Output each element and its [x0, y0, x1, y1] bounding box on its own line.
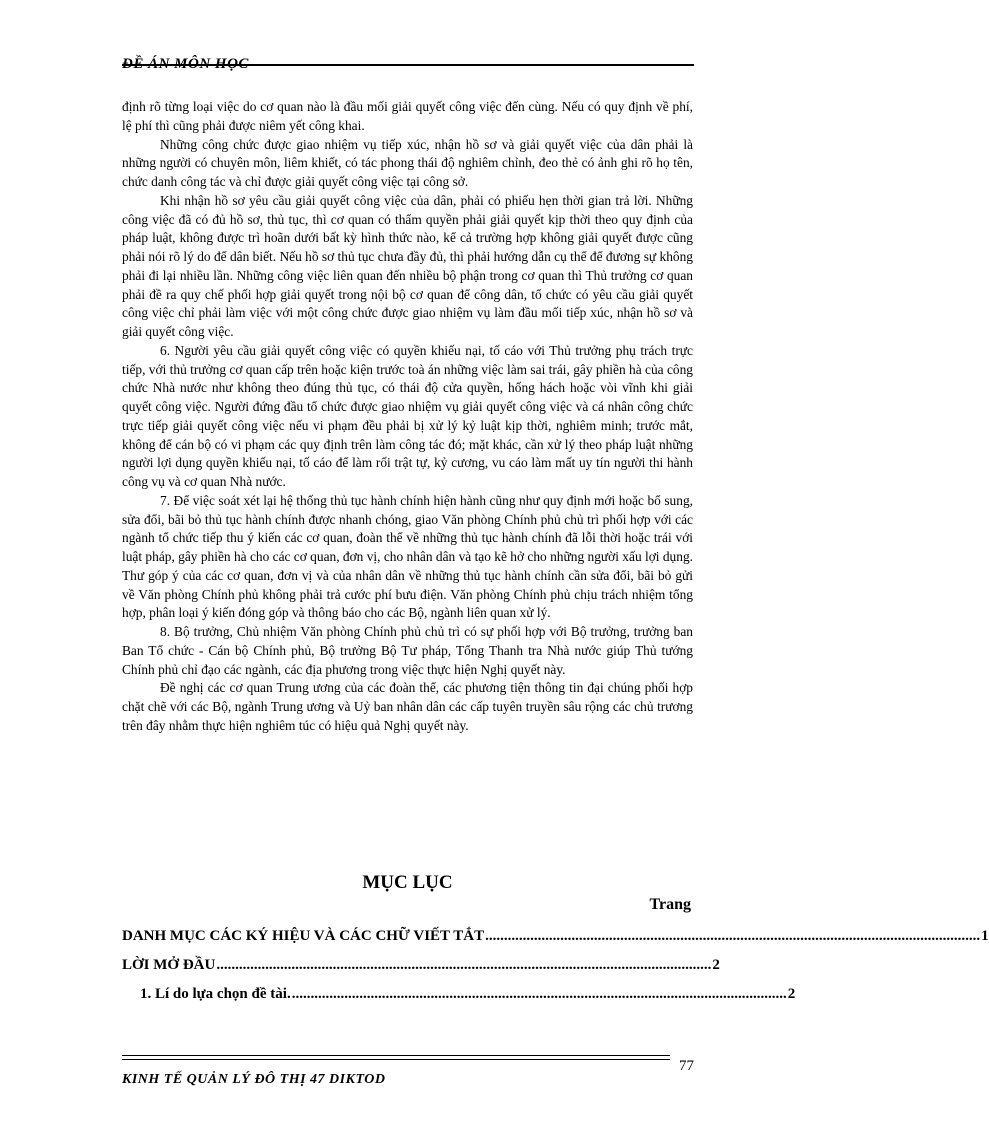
toc-entry-page: 2: [787, 986, 796, 1002]
toc-entry[interactable]: [140, 986, 796, 1008]
toc-leader-dots: ....................................................................................................................................: [216, 957, 712, 973]
toc-leader-dots: ....................................................................................................................................: [291, 986, 787, 1002]
toc-entry-page: 1: [981, 928, 989, 944]
paragraph: 8. Bộ trưởng, Chủ nhiệm Văn phòng Chính phủ chủ trì có sự phối hợp với Bộ trưởng, trưởng ban Ban Tổ chức - Cán bộ Chính phủ, Bộ trưởng Bộ Tư pháp, Tổng Thanh tra Nhà nước giúp Thủ tướng Chính phủ chỉ đạo các ngành, các địa phương trong việc thực hiện Nghị quyết này.: [122, 624, 693, 677]
toc-entry[interactable]: [122, 928, 989, 950]
paragraph: Những công chức được giao nhiệm vụ tiếp xúc, nhận hồ sơ và giải quyết việc của dân phải là những người có chuyên môn, liêm khiết, có tác phong thái độ nghiêm chỉnh, đeo thẻ có ảnh ghi rõ họ tên, chức danh công tác và chỉ được giải quyết công việc tại công sở.: [122, 136, 693, 189]
footer-rule: [122, 1055, 670, 1056]
toc-title: MỤC LỤC: [362, 872, 453, 893]
paragraph: định rõ từng loại việc do cơ quan nào là đầu mối giải quyết công việc đến cùng. Nếu có quy định về phí, lệ phí thì cũng phải được niêm yết công khai.: [122, 99, 693, 133]
paragraph: 6. Người yêu cầu giải quyết công việc có quyền khiếu nại, tố cáo với Thủ trưởng phụ trách trực tiếp, với thủ trưởng cơ quan cấp trên hoặc kiện trước toà án những việc làm sai trái, gây phiền hà của công chức Nhà nước như không theo đúng thủ tục, có thái độ cửa quyền, hống hách hoặc vòi vĩnh khi giải quyết công việc. Người đứng đầu tổ chức được giao nhiệm vụ giải quyết công việc và cá nhân công chức trực tiếp giải quyết công việc nếu vi phạm đều phải bị xử lý kỷ luật kịp thời, nghiêm minh; trước mắt, không để cán bộ có vi phạm các quy định trên làm công tác đó; mặt khác, cần xử lý theo pháp luật những người lợi dụng quyền khiếu nại, tố cáo để làm rối trật tự, kỷ cương, vu cáo làm mất uy tín người thi hành công vụ và cơ quan Nhà nước.: [122, 342, 693, 489]
toc-entry-label: DANH MỤC CÁC KÝ HIỆU VÀ CÁC CHỮ VIẾT TẮT: [122, 928, 485, 944]
running-footer: KINH TẾ QUẢN LÝ ĐÔ THỊ 47 DIKTOD: [122, 1072, 386, 1087]
paragraph: Đề nghị các cơ quan Trung ương của các đoàn thể, các phương tiện thông tin đại chúng phối hợp chặt chẽ với các Bộ, ngành Trung ương và Uỷ ban nhân dân các cấp tuyên truyền sâu rộng các chủ trương trên đây nhằm thực hiện nghiêm túc có hiệu quả Nghị quyết này.: [122, 680, 693, 733]
footer-rule: [122, 1059, 670, 1060]
header-rule: [122, 64, 694, 66]
paragraph: Khi nhận hồ sơ yêu cầu giải quyết công việc của dân, phải có phiếu hẹn thời gian trả lời. Những công việc đã có đủ hồ sơ, thủ tục, thì cơ quan có thẩm quyền phải giải quyết kịp thời theo quy định của pháp luật, không được trì hoãn dưới bất kỳ hình thức nào, kể cả trường hợp không giải quyết được cũng phải nói rõ lý do để dân biết. Nếu hồ sơ thủ tục chưa đầy đủ, thì phải hướng dẫn cụ thể để đương sự không phải đi lại nhiều lần. Những công việc liên quan đến nhiều bộ phận trong cơ quan thì Thủ trưởng cơ quan phải đề ra quy chế phối hợp giải quyết trong nội bộ cơ quan để công dân, tổ chức có yêu cầu giải quyết công việc chỉ phải làm việc với một công chức được giao nhiệm vụ làm đầu mối tiếp xúc, nhận hồ sơ và giải quyết công việc.: [122, 192, 693, 339]
toc-entry[interactable]: [122, 957, 720, 979]
toc-entry-label: 1. Lí do lựa chọn đề tài.: [140, 986, 291, 1002]
toc-entry-label: LỜI MỞ ĐẦU: [122, 957, 216, 973]
running-header: ĐỀ ÁN MÔN HỌC: [122, 56, 249, 72]
toc-page-column-label: Trang: [649, 896, 691, 913]
body-text: [122, 98, 693, 736]
toc-leader-dots: ....................................................................................................................................: [485, 928, 981, 944]
paragraph: 7. Để việc soát xét lại hệ thống thủ tục hành chính hiện hành cũng như quy định mới hoặc bổ sung, sửa đổi, bãi bỏ thủ tục hành chính được nhanh chóng, giao Văn phòng Chính phủ chủ trì phối hợp với các ngành tổ chức tiếp thu ý kiến các cơ quan, đoàn thể về những thủ tục hành chính đã lỗi thời hoặc trái với luật pháp, gây phiền hà cho các cơ quan, đơn vị, cho nhân dân và tạo kẽ hở cho những người xấu lợi dụng. Thư góp ý của các cơ quan, đơn vị và của nhân dân về những thủ tục hành chính cần sửa đổi, bãi bỏ gửi về Văn phòng Chính phủ không phải trả cước phí bưu điện. Văn phòng Chính phủ chịu trách nhiệm tổng hợp, phân loại ý kiến đóng góp và thông báo cho các Bộ, ngành liên quan xử lý.: [122, 492, 693, 621]
page-number: 77: [679, 1058, 694, 1074]
toc-entry-page: 2: [712, 957, 720, 973]
